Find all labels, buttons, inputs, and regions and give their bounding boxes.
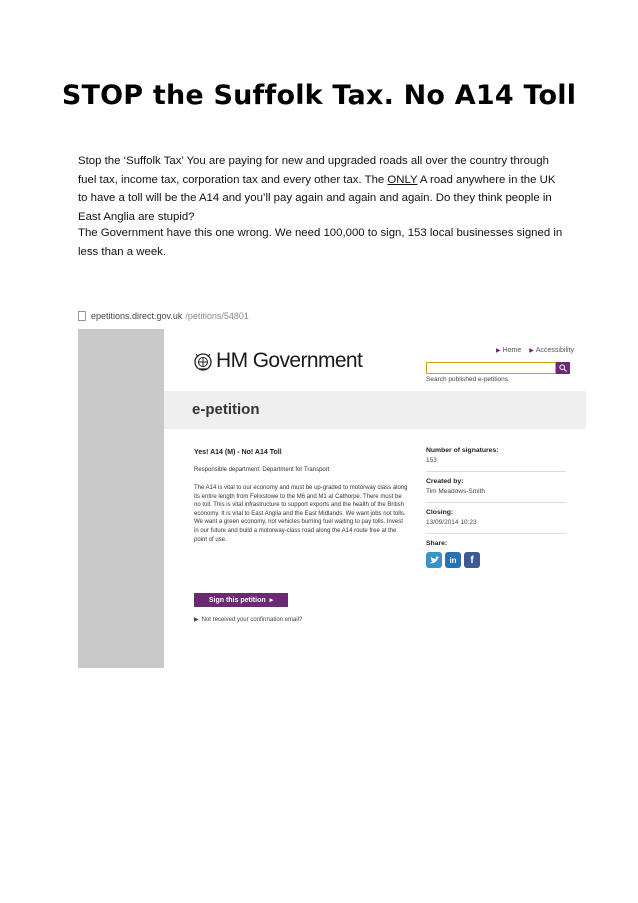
- search-label: Search published e-petitions: [426, 376, 509, 383]
- twitter-icon[interactable]: [426, 552, 442, 568]
- sign-petition-button[interactable]: [194, 593, 288, 607]
- call-to-action-paragraph: The Government have this one wrong. We need 100,000 to sign, 153 local businesses signed in less than a week.: [78, 227, 563, 258]
- arrow-icon: ▶: [495, 348, 501, 354]
- intro-text-start: Stop the ‘Suffolk Tax’ You are paying for new and upgraded roads all over the country through fuel tax, income tax, corporation tax and every other tax. The: [78, 155, 549, 186]
- home-link[interactable]: [496, 347, 521, 354]
- share-icons: [426, 552, 566, 568]
- url-host: epetitions.direct.gov.uk: [91, 311, 183, 321]
- intro-text-end: A road anywhere in the UK to have a toll will be the A14 and you’ll pay again and again and again. Do they think people in East Anglia are stupid?: [78, 173, 556, 223]
- hm-government-logo: HM Government: [216, 349, 363, 372]
- created-by-label: Created by:: [426, 478, 464, 485]
- signatures-value: 153: [426, 457, 437, 464]
- url-path: /petitions/54801: [185, 311, 249, 321]
- home-link-label: Home: [502, 347, 522, 354]
- gov-page-background: [78, 329, 586, 668]
- url-bar: [78, 309, 249, 323]
- confirmation-email-link[interactable]: [194, 616, 302, 623]
- divider: [426, 533, 566, 534]
- crest-icon: [194, 353, 212, 371]
- arrow-icon: ▶: [194, 617, 199, 623]
- facebook-icon[interactable]: f: [464, 552, 480, 568]
- top-links: [496, 347, 574, 354]
- created-by-value: Tim Meadows-Smith: [426, 488, 485, 495]
- page-icon: [78, 311, 86, 321]
- search-icon: [559, 364, 567, 372]
- arrow-icon: ▸: [269, 597, 274, 604]
- share-label: Share:: [426, 540, 448, 547]
- arrow-icon: ▶: [529, 348, 534, 354]
- closing-label: Closing:: [426, 509, 454, 516]
- accessibility-link-label: Accessibility: [535, 347, 574, 354]
- confirmation-email-label: Not received your confirmation email?: [201, 616, 303, 623]
- intro-emphasis: ONLY: [387, 173, 418, 186]
- linkedin-icon[interactable]: in: [445, 552, 461, 568]
- sign-petition-label: Sign this petition: [208, 596, 266, 604]
- petition-body: The A14 is vital to our economy and must be up-graded to motorway class along its entire length from Felixstowe to the M6 and M1 at Cathorpe. There must be no toll. This is vital infrastructure to support exports and the health of the British economy. It is vital to East Anglia and the East Midlands. We want jobs not tolls. We want a green economy, not vehicles burning fuel waiting to pay tolls. Invest in our future and build a motorway-class road along the A14 route free at the point of use.: [194, 485, 408, 543]
- petition-sidebar: [426, 447, 566, 568]
- petition-department: Responsible department: Department for Transport: [194, 467, 330, 473]
- document-title: STOP the Suffolk Tax. No A14 Toll: [61, 80, 577, 111]
- section-title: e-petition: [192, 401, 260, 418]
- closing-value: 13/09/2014 10:23: [426, 519, 477, 526]
- signatures-label: Number of signatures:: [426, 447, 499, 454]
- intro-paragraph: [78, 152, 564, 226]
- accessibility-link[interactable]: [529, 347, 574, 354]
- divider: [426, 471, 566, 472]
- gov-page: [164, 329, 586, 668]
- search-button[interactable]: [556, 362, 570, 374]
- search-input[interactable]: [426, 362, 556, 374]
- petition-title: Yes! A14 (M) - No! A14 Toll: [194, 449, 282, 456]
- petition-screenshot: [78, 309, 586, 669]
- divider: [426, 502, 566, 503]
